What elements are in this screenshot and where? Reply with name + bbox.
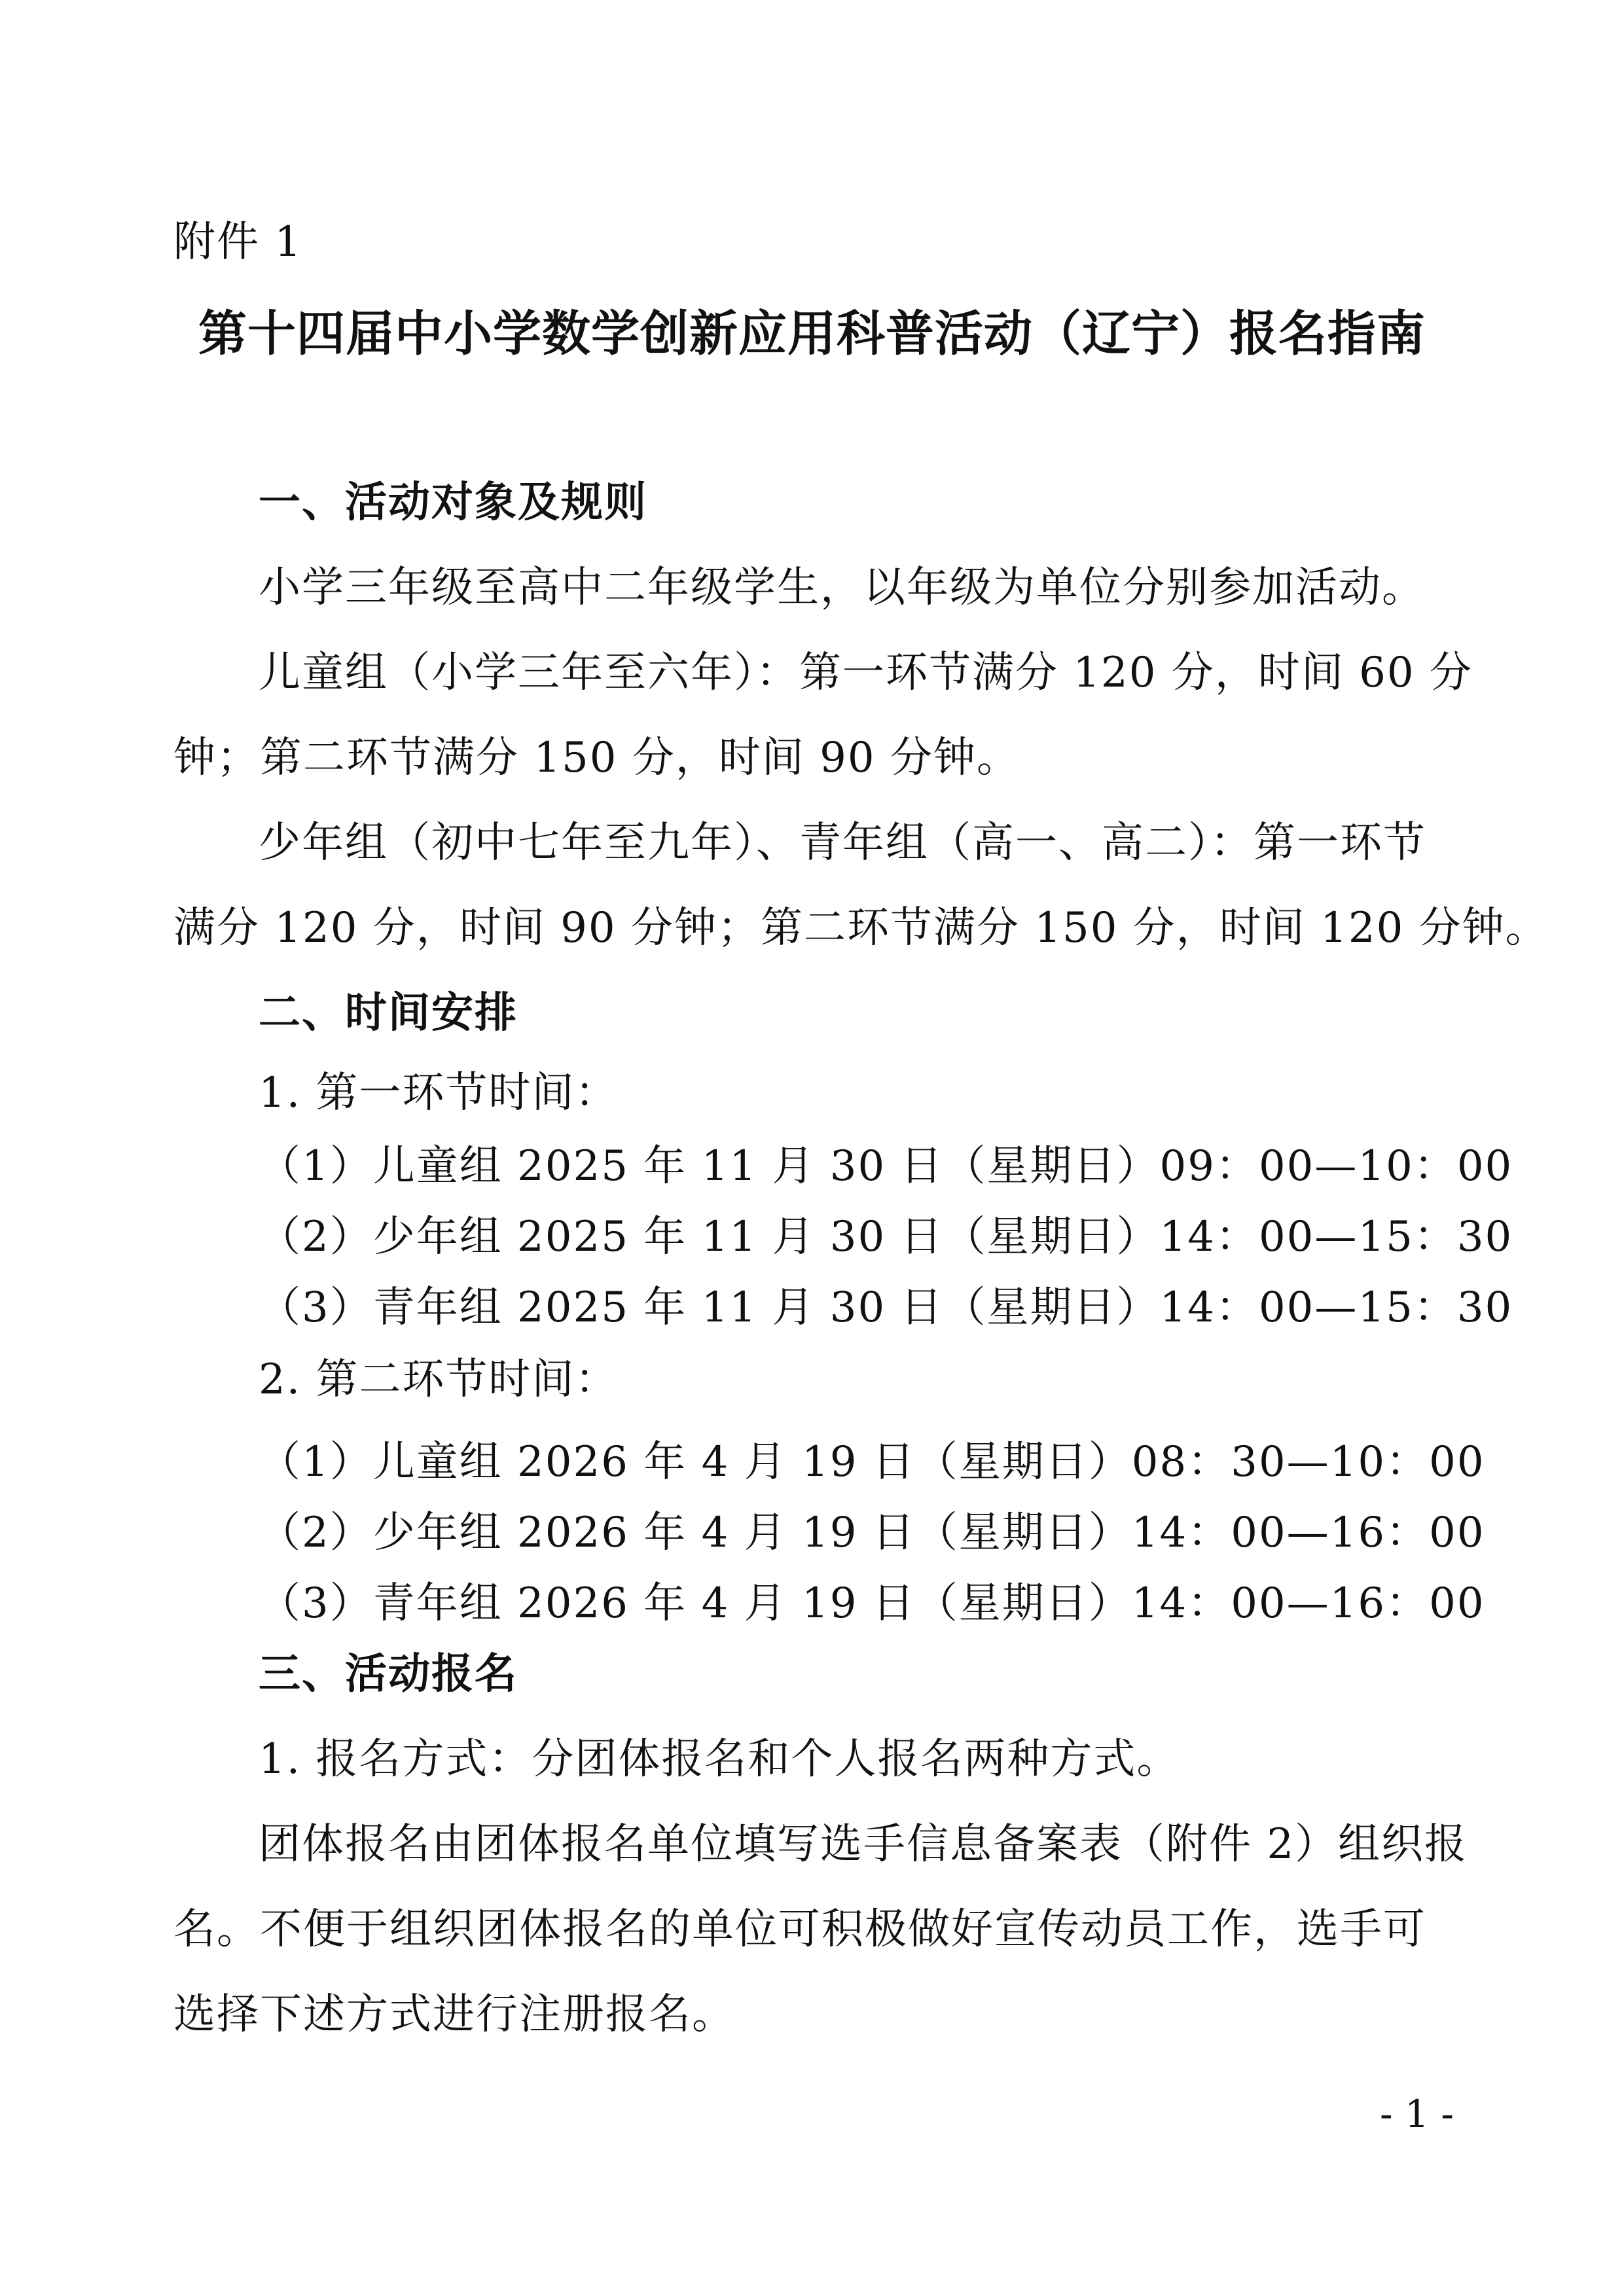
section-1-paragraph-2-line-1: 儿童组（小学三年至六年）：第一环节满分 120 分，时间 60 分: [259, 649, 1473, 697]
annex-label: 附件 1: [173, 218, 303, 266]
section-1-paragraph-2-line-2: 钟；第二环节满分 150 分，时间 90 分钟。: [173, 734, 1020, 782]
section-1-paragraph-3-line-1: 少年组（初中七年至九年）、青年组（高一、高二）：第一环节: [259, 819, 1426, 867]
round-1-item-1: （1）儿童组 2025 年 11 月 30 日（星期日）09：00—10：00: [259, 1142, 1513, 1191]
section-3-heading: 三、活动报名: [259, 1650, 518, 1698]
page-number: - 1 -: [1380, 2092, 1454, 2136]
section-3-paragraph-2-line-2: 名。不便于组织团体报名的单位可积极做好宣传动员工作，选手可: [173, 1905, 1426, 1954]
document-title: 第十四届中小学数学创新应用科普活动（辽宁）报名指南: [198, 306, 1426, 362]
section-3-paragraph-2-line-3: 选择下述方式进行注册报名。: [173, 1990, 735, 2039]
section-3-paragraph-1: 1. 报名方式：分团体报名和个人报名两种方式。: [259, 1735, 1180, 1784]
round-2-item-1: （1）儿童组 2026 年 4 月 19 日（星期日）08：30—10：00: [259, 1438, 1485, 1486]
round-1-item-2: （2）少年组 2025 年 11 月 30 日（星期日）14：00—15：30: [259, 1213, 1513, 1261]
round-2-item-2: （2）少年组 2026 年 4 月 19 日（星期日）14：00—16：00: [259, 1509, 1485, 1557]
section-3-paragraph-2-line-1: 团体报名由团体报名单位填写选手信息备案表（附件 2）组织报: [259, 1820, 1468, 1869]
round-2-item-3: （3）青年组 2026 年 4 月 19 日（星期日）14：00—16：00: [259, 1579, 1485, 1628]
section-1-paragraph-1: 小学三年级至高中二年级学生，以年级为单位分别参加活动。: [259, 564, 1425, 612]
section-1-heading: 一、活动对象及规则: [259, 478, 647, 527]
section-2-heading: 二、时间安排: [259, 989, 518, 1037]
section-1-paragraph-3-line-2: 满分 120 分，时间 90 分钟；第二环节满分 150 分，时间 120 分钟。: [173, 904, 1549, 952]
round-1-label: 1. 第一环节时间：: [259, 1069, 619, 1117]
round-1-item-3: （3）青年组 2025 年 11 月 30 日（星期日）14：00—15：30: [259, 1283, 1513, 1332]
round-2-label: 2. 第二环节时间：: [259, 1355, 619, 1404]
